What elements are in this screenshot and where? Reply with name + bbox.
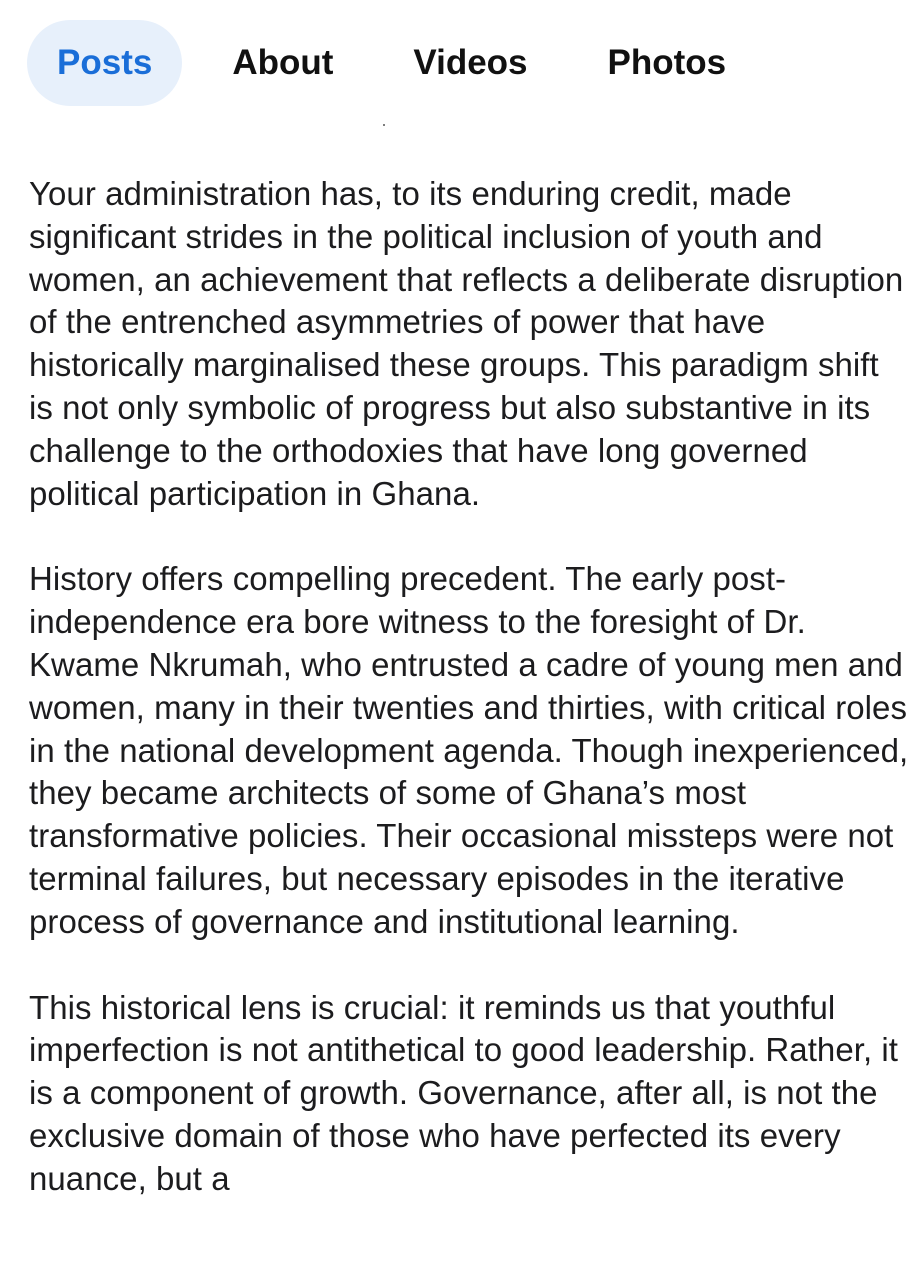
post-text-body — [29, 173, 909, 1244]
post-paragraph-3: This historical lens is crucial: it reminds us that youthful imperfection is not antithetical to good leadership. Rather, it is a component of growth. Governance, after all, is not the exclusive domain of those who have perfected its every nuance, but a — [29, 988, 898, 1197]
tab-posts[interactable]: Posts — [27, 20, 182, 106]
content-divider-dot — [383, 124, 385, 126]
post-paragraph-2: History offers compelling precedent. The early post-independence era bore witness to the foresight of Dr. Kwame Nkrumah, who entrusted a cadre of young men and women, many in their twenties and thirties, with critical roles in the national development agenda. Though inexperienced, they became architects of some of Ghana’s most transformative policies. Their occasional missteps were not terminal failures, but necessary episodes in the iterative process of governance and institutional learning. — [29, 560, 909, 940]
tab-videos[interactable]: Videos — [413, 43, 528, 82]
tab-about[interactable]: About — [232, 43, 334, 82]
tab-photos[interactable]: Photos — [607, 43, 727, 82]
post-paragraph-1: Your administration has, to its enduring credit, made significant strides in the political inclusion of youth and women, an achievement that reflects a deliberate disruption of the entrenched asymmetries of power that have historically marginalised these groups. This paradigm shift is not only symbolic of progress but also substantive in its challenge to the orthodoxies that have long governed political participation in Ghana. — [29, 175, 904, 512]
profile-tab-bar — [27, 20, 766, 106]
